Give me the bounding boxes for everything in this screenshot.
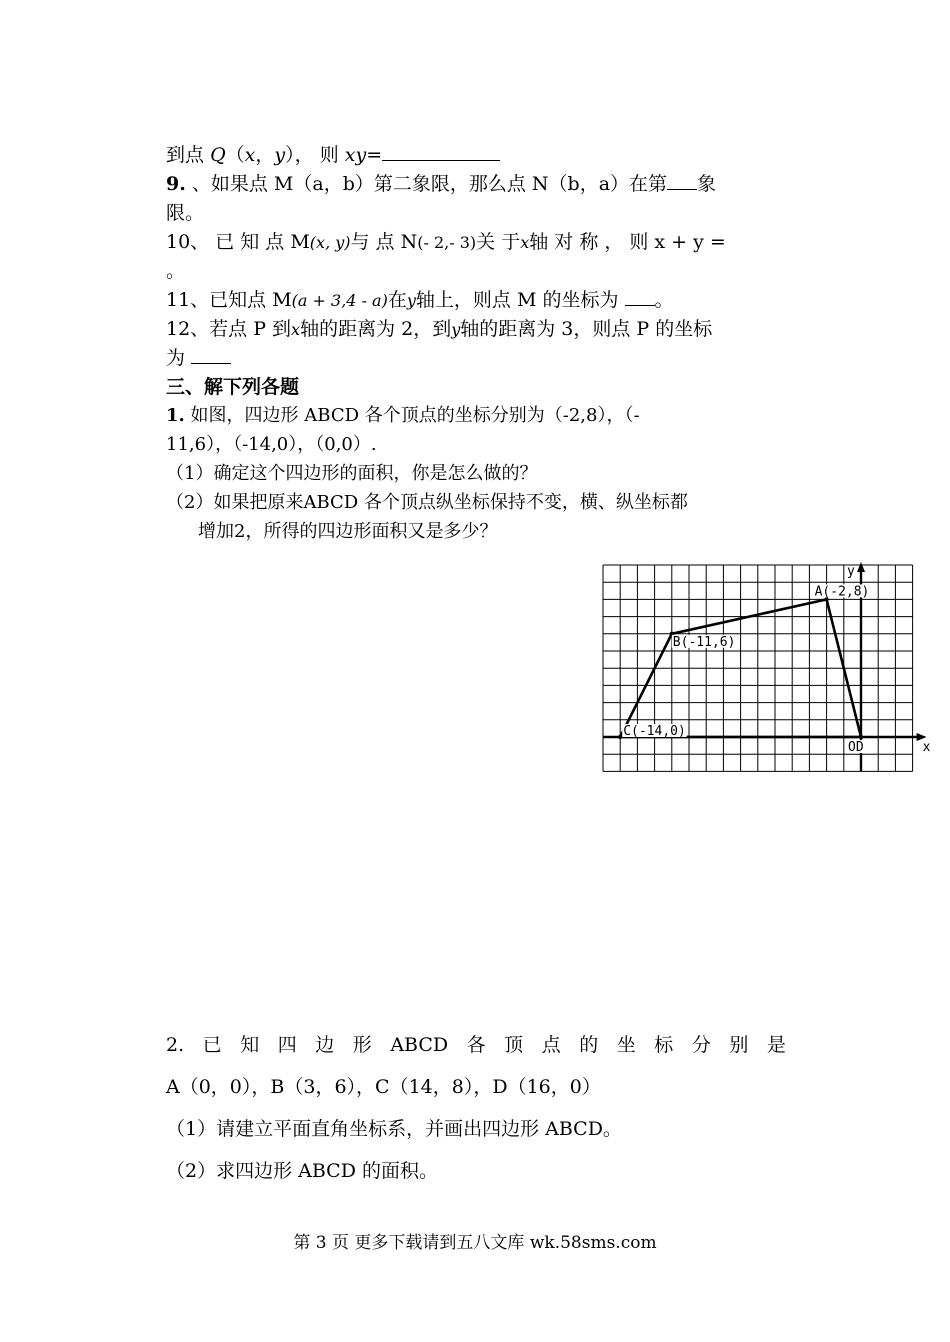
p1-line1: 1. 如图，四边形 ABCD 各个顶点的坐标分别为（-2,8），（- <box>166 405 640 426</box>
point-label-d: OD <box>848 740 864 755</box>
p2-sub2: （2）求四边形 ABCD 的面积。 <box>166 1160 438 1182</box>
q10-line2: 。 <box>166 260 186 282</box>
coordinate-graph <box>600 560 930 785</box>
axes <box>603 562 930 771</box>
answer-blank <box>667 171 697 190</box>
point-label-b: B(-11,6) <box>672 634 736 650</box>
point-label-a: A(-2,8) <box>814 584 870 600</box>
p1-line2: 11,6），（-14,0），（0,0）. <box>166 434 377 455</box>
answer-blank <box>191 345 231 364</box>
y-axis-arrow <box>857 562 865 572</box>
point-c <box>618 735 622 739</box>
answer-blank <box>625 287 655 306</box>
p2-line1: 2. 已 知 四 边 形 ABCD 各 顶 点 的 坐 标 分 别 是 <box>166 1034 786 1056</box>
q10-line1: 10、 已 知 点 M(x, y)与 点 N(- 2,- 3)关 于x轴 对 称 ， 则 x + y = <box>166 231 726 253</box>
p2-line2: A（0，0），B（3，6），C（14，8），D（16，0） <box>166 1076 601 1098</box>
p1-sub2b: 增加2，所得的四边形面积又是多少？ <box>198 521 498 542</box>
q8-tail: 到点 Q（x，y）， 则 xy= <box>166 142 786 168</box>
p2-sub1: （1）请建立平面直角坐标系，并画出四边形 ABCD。 <box>166 1118 622 1140</box>
y-axis-label: y <box>847 564 855 579</box>
point-d <box>859 735 863 739</box>
x-axis-label: x <box>922 740 930 755</box>
p1-sub2a: （2）如果把原来ABCD 各个顶点纵坐标保持不变，横、纵坐标都 <box>166 492 688 513</box>
q11: 11、已知点 M(a + 3,4 - a)在y轴上，则点 M 的坐标为 。 <box>166 289 674 311</box>
point-labels <box>622 584 870 755</box>
q9-line1: 9. 、如果点 M（a，b）第二象限，那么点 N（b，a）在第 象 <box>166 173 717 195</box>
q9-line2: 限。 <box>166 202 205 224</box>
q12-line1: 12、若点 P 到x轴的距离为 2，到y轴的距离为 3，则点 P 的坐标 <box>166 318 713 340</box>
p1-sub1: （1）确定这个四边形的面积，你是怎么做的？ <box>166 463 538 484</box>
page-footer: 第 3 页 更多下载请到五八文库 wk.58sms.com <box>293 1233 657 1253</box>
section-heading: 三、解下列各题 <box>166 376 300 398</box>
point-label-c: C(-14,0) <box>623 724 686 739</box>
answer-blank <box>382 142 500 161</box>
q12-line2: 为 <box>166 345 786 371</box>
